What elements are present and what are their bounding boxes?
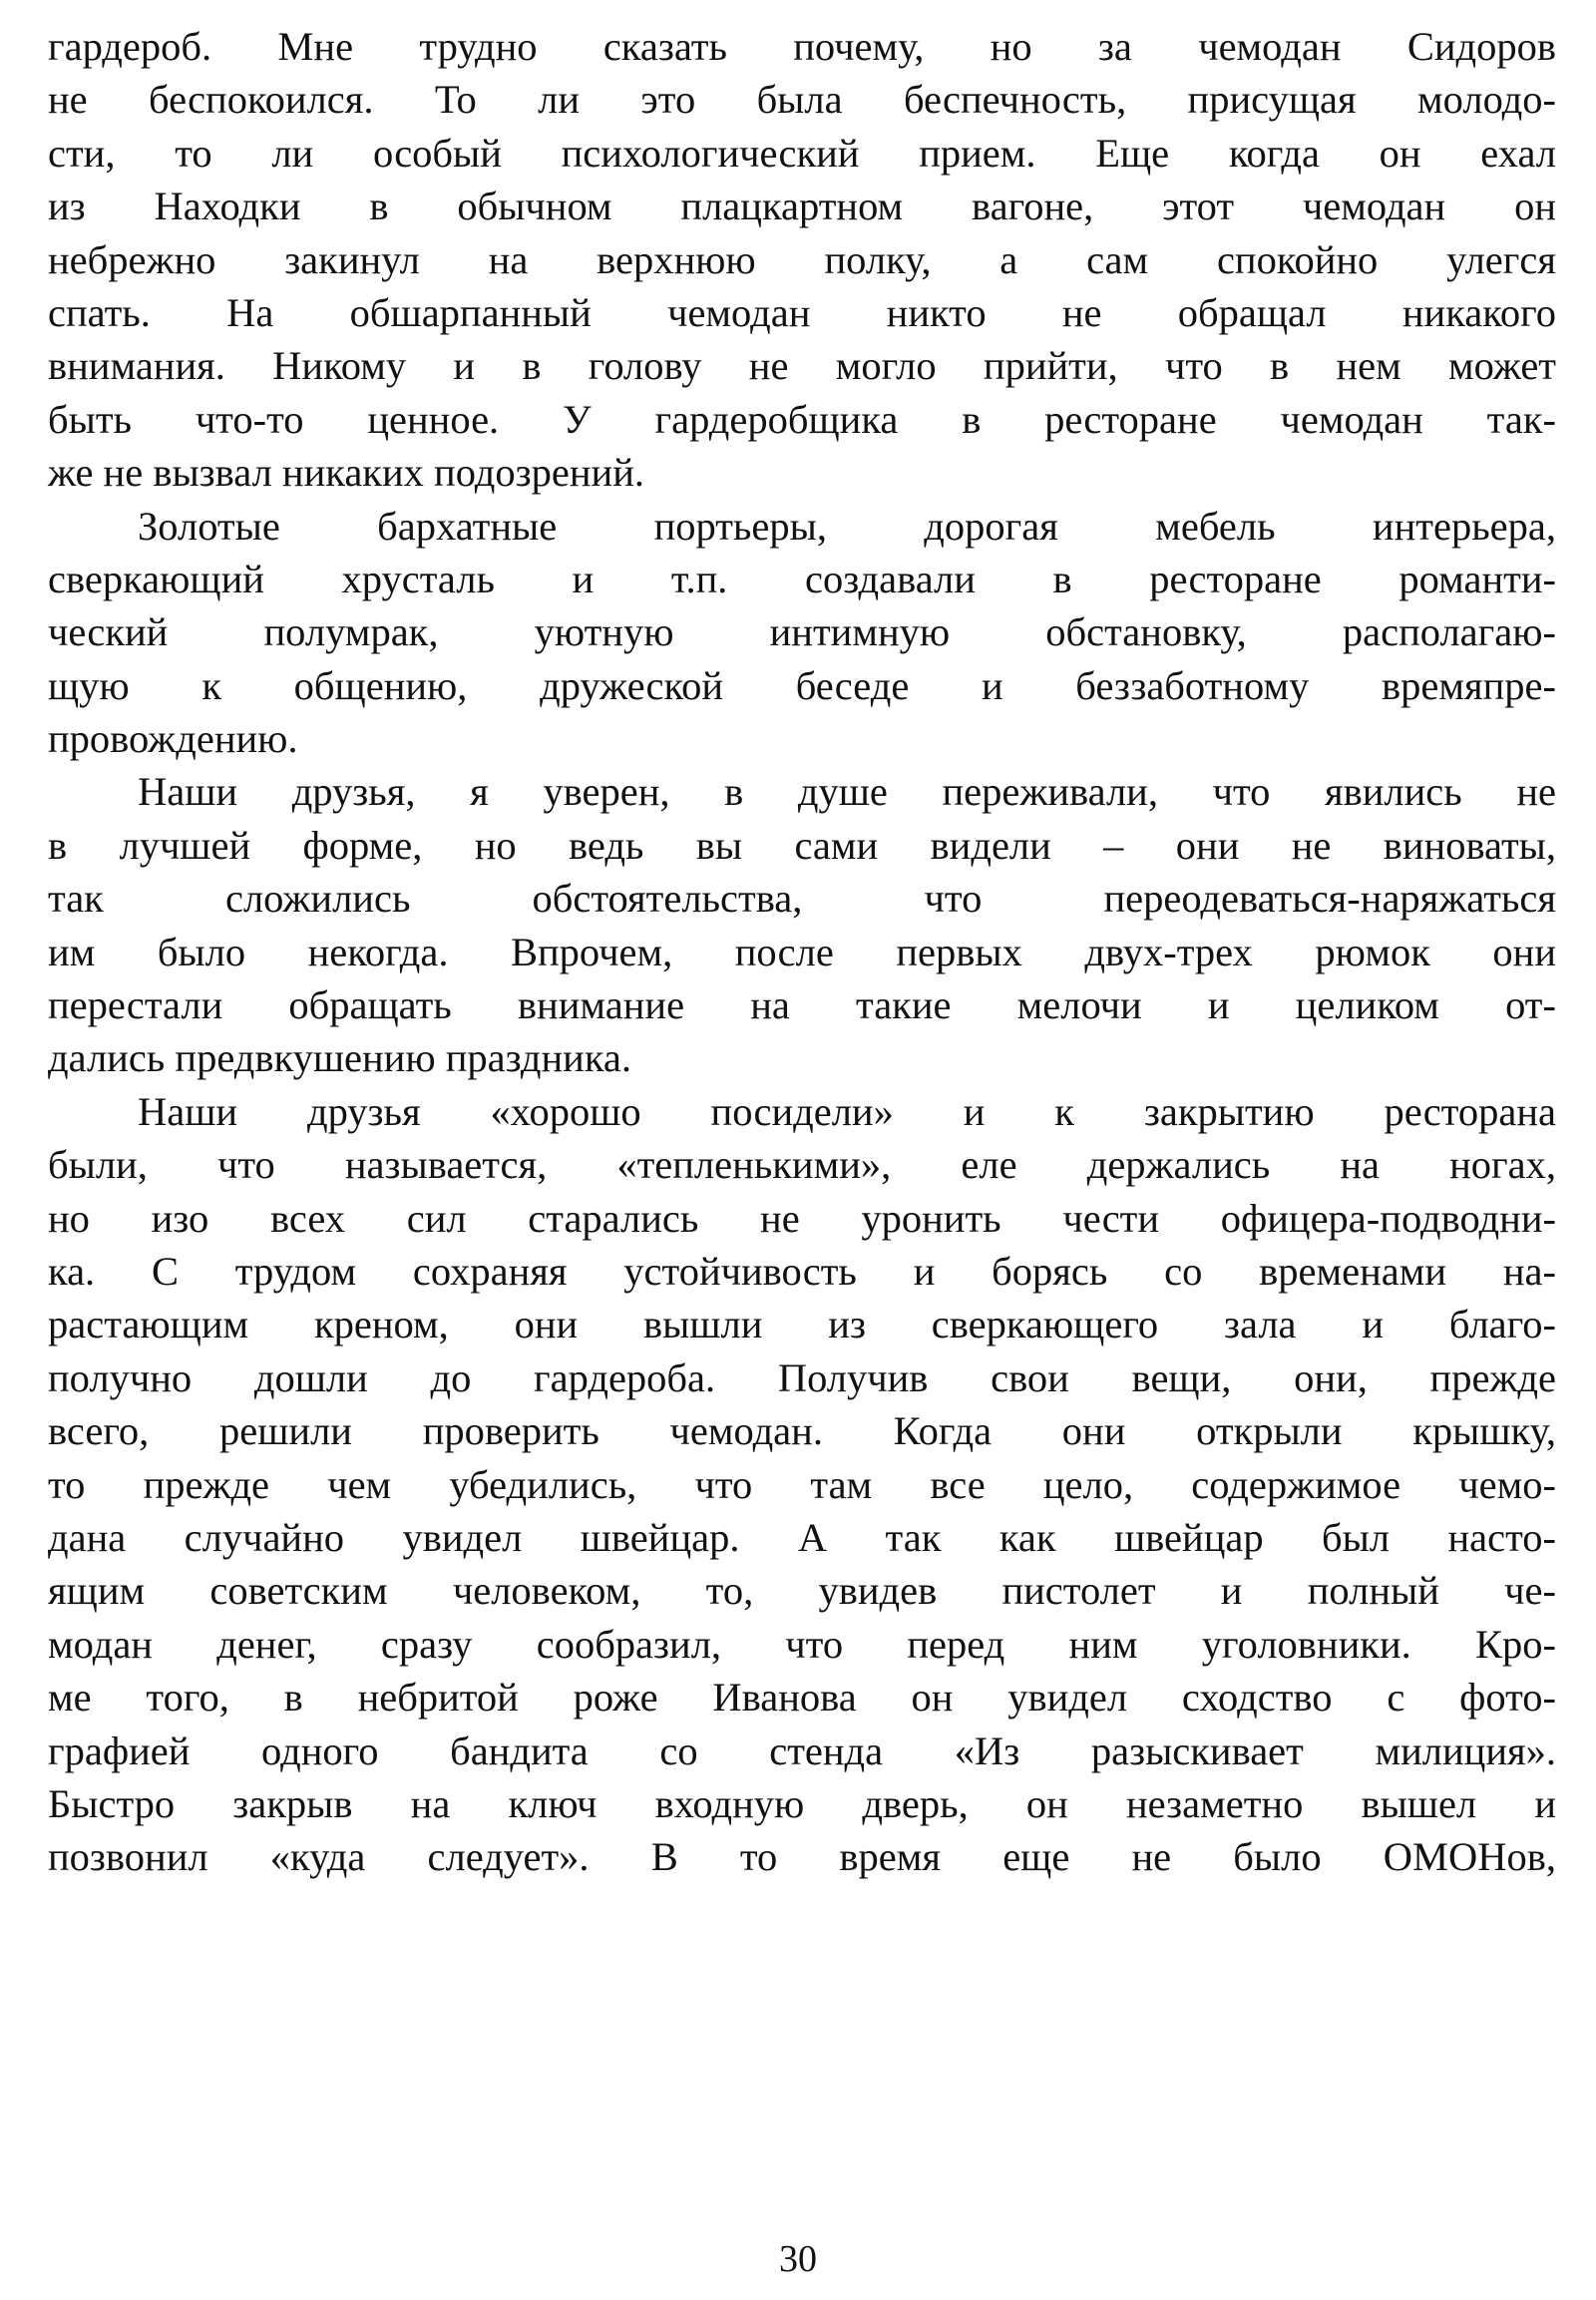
text-line: так сложились обстоятельства, что переодеваться-наряжаться (48, 876, 1556, 922)
text-line: же не вызвал никаких подозрений. (48, 450, 645, 496)
text-line: но изо всех сил старались не уронить чести офицера-подводни- (48, 1195, 1556, 1241)
text-line: перестали обращать внимание на такие мелочи и целиком от- (48, 982, 1556, 1028)
text-line: им было некогда. Впрочем, после первых двух-трех рюмок они (48, 929, 1556, 974)
text-line: сти, то ли особый психологический прием. Еще когда он ехал (48, 130, 1556, 176)
text-line: получно дошли до гардероба. Получив свои вещи, они, прежде (48, 1354, 1556, 1400)
text-line: Золотые бархатные портьеры, дорогая мебель интерьера, (138, 503, 1556, 549)
text-line: модан денег, сразу сообразил, что перед ним уголовники. Кро- (48, 1621, 1556, 1667)
text-line: Наши друзья «хорошо посидели» и к закрытию ресторана (138, 1088, 1556, 1134)
text-line: небрежно закинул на верхнюю полку, а сам спокойно улегся (48, 236, 1556, 282)
text-line: сверкающий хрусталь и т.п. создавали в ресторане романти- (48, 556, 1556, 601)
text-line: позвонил «куда следует». В то время еще не было ОМОНов, (48, 1834, 1556, 1880)
text-line: дались предвкушению праздника. (48, 1035, 632, 1081)
paragraph (48, 20, 1556, 500)
text-line: были, что называется, «тепленькими», еле держались на ногах, (48, 1142, 1556, 1188)
paragraph (48, 500, 1556, 766)
text-line: быть что-то ценное. У гардеробщика в ресторане чемодан так- (48, 396, 1556, 442)
text-line: в лучшей форме, но ведь вы сами видели – они не виноваты, (48, 822, 1556, 868)
text-line: не беспокоился. То ли это была беспечность, присущая молодо- (48, 77, 1556, 123)
text-line: ме того, в небритой роже Иванова он увидел сходство с фото- (48, 1675, 1556, 1721)
text-line: гардероб. Мне трудно сказать почему, но за чемодан Сидоров (48, 24, 1556, 69)
text-line: щую к общению, дружеской беседе и беззаботному времяпре- (48, 662, 1556, 708)
text-line: дана случайно увидел швейцар. А так как швейцар был насто- (48, 1514, 1556, 1560)
text-line: Быстро закрыв на ключ входную дверь, он незаметно вышел и (48, 1780, 1556, 1826)
text-line: из Находки в обычном плацкартном вагоне, этот чемодан он (48, 184, 1556, 229)
text-line: внимания. Никому и в голову не могло прийти, что в нем может (48, 343, 1556, 389)
paragraph (48, 765, 1556, 1084)
text-line: всего, решили проверить чемодан. Когда они открыли крышку, (48, 1408, 1556, 1454)
page-body (48, 20, 1556, 2280)
text-line: графией одного бандита со стенда «Из разыскивает милиция». (48, 1727, 1556, 1773)
text-line: то прежде чем убедились, что там все цело, содержимое чемо- (48, 1461, 1556, 1507)
text-line: провождению. (48, 716, 298, 762)
page-number: 30 (779, 2238, 817, 2280)
text-line: ка. С трудом сохраняя устойчивость и борясь со временами на- (48, 1248, 1556, 1294)
text-line: ящим советским человеком, то, увидев пистолет и полный че- (48, 1568, 1556, 1614)
text-line: Наши друзья, я уверен, в душе переживали, что явились не (138, 769, 1556, 815)
paragraph (48, 1085, 1556, 1884)
text-line: спать. На обшарпанный чемодан никто не обращал никакого (48, 289, 1556, 335)
text-line: растающим креном, они вышли из сверкающего зала и благо- (48, 1302, 1556, 1347)
text-line: ческий полумрак, уютную интимную обстановку, располагаю- (48, 609, 1556, 655)
